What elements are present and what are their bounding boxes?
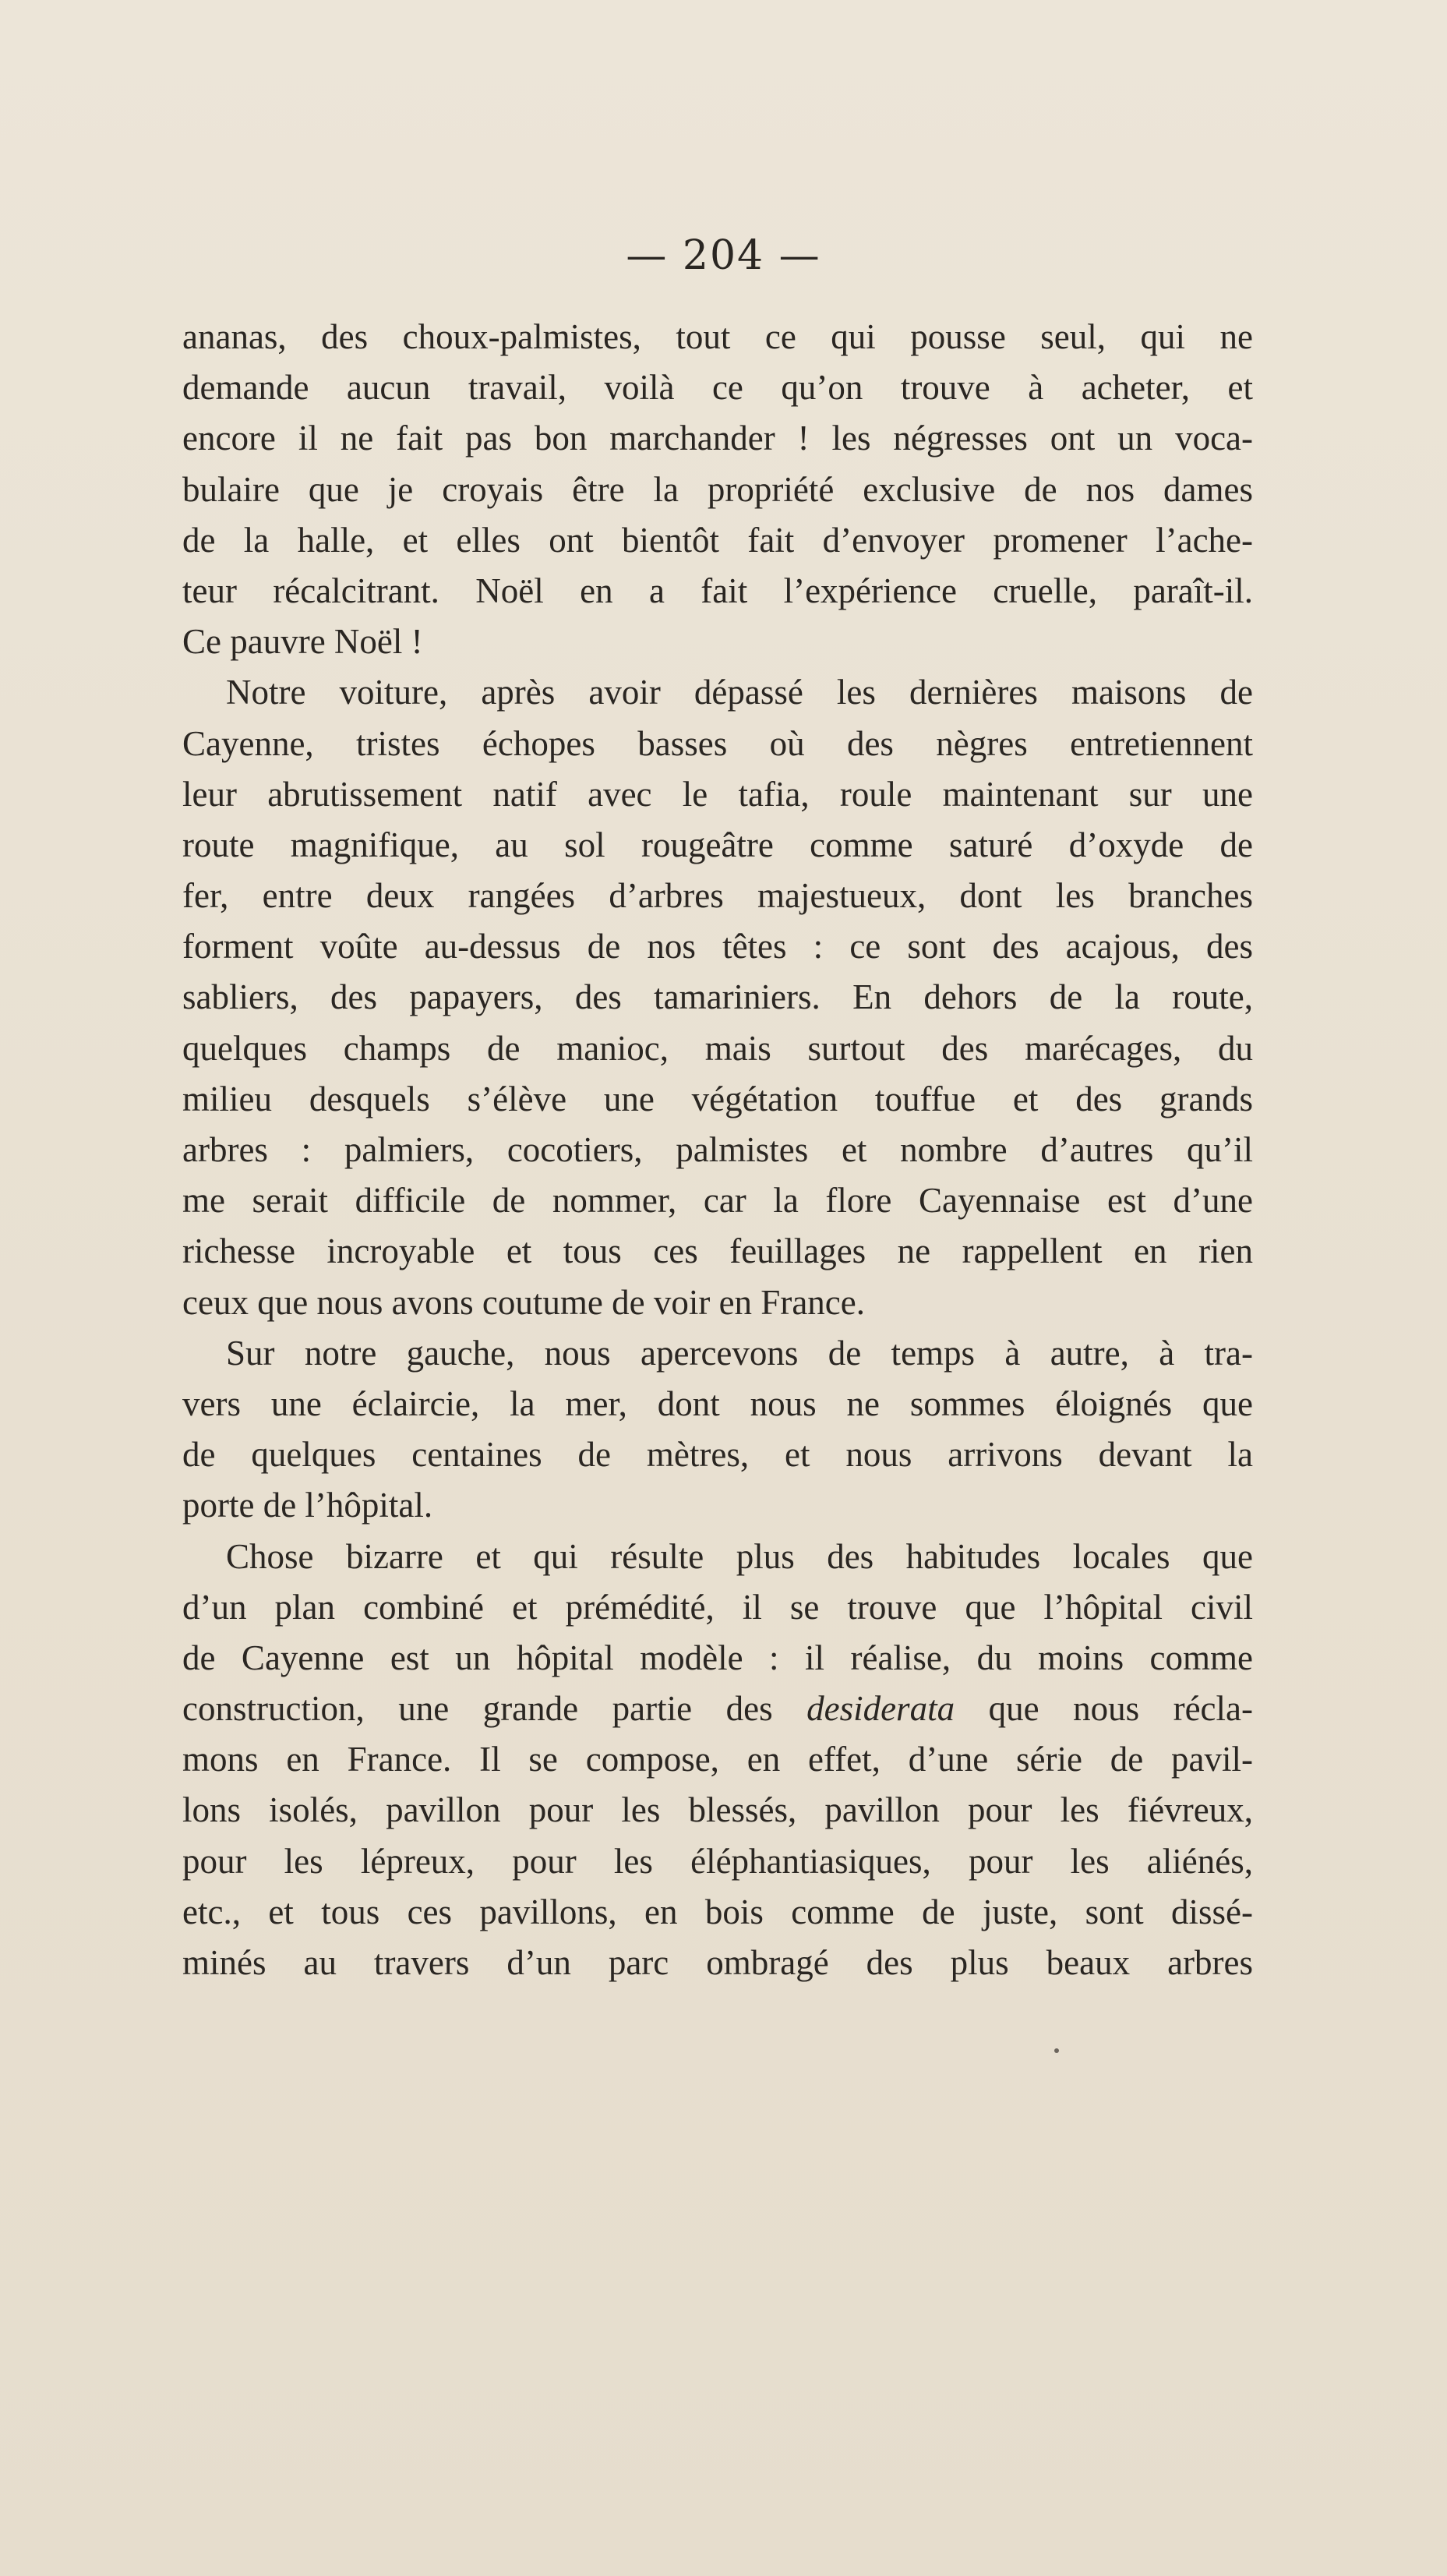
text-line: forment voûte au-dessus de nos têtes : ce sont des acajous, des xyxy=(182,927,1253,966)
text-line: richesse incroyable et tous ces feuillages ne rappellent en rien xyxy=(182,1231,1253,1271)
paper-speck xyxy=(1054,2048,1059,2053)
text-line: Sur notre gauche, nous apercevons de temps à autre, à tra- xyxy=(226,1333,1253,1373)
text-line: route magnifique, au sol rougeâtre comme saturé d’oxyde de xyxy=(182,825,1253,864)
text-line: me serait difficile de nommer, car la flore Cayennaise est d’une xyxy=(182,1181,1253,1221)
text-line: fer, entre deux rangées d’arbres majestueux, dont les branches xyxy=(182,876,1253,916)
text-line: de quelques centaines de mètres, et nous arrivons devant la xyxy=(182,1435,1253,1475)
text-line: ceux que nous avons coutume de voir en France. xyxy=(182,1282,865,1322)
italic-term: desiderata xyxy=(806,1689,955,1729)
text-line: porte de l’hôpital. xyxy=(182,1486,433,1525)
page-number: — 204 — xyxy=(626,232,821,279)
text-line: bulaire que je croyais être la propriété exclusive de nos dames xyxy=(182,469,1253,509)
text-line: pour les lépreux, pour les éléphantiasiques, pour les aliénés, xyxy=(182,1841,1253,1881)
text-line: de la halle, et elles ont bientôt fait d’envoyer promener l’ache- xyxy=(182,520,1253,560)
text-line: milieu desquels s’élève une végétation touffue et des grands xyxy=(182,1079,1253,1118)
text-line: arbres : palmiers, cocotiers, palmistes et nombre d’autres qu’il xyxy=(182,1130,1253,1169)
text-line: Ce pauvre Noël ! xyxy=(182,622,423,662)
text-line: Cayenne, tristes échopes basses où des nègres entretiennent xyxy=(182,723,1253,763)
text-line: demande aucun travail, voilà ce qu’on trouve à acheter, et xyxy=(182,368,1253,408)
text-line: quelques champs de manioc, mais surtout des marécages, du xyxy=(182,1028,1253,1068)
text-line: Notre voiture, après avoir dépassé les dernières maisons de xyxy=(226,673,1253,712)
text-line: mons en France. Il se compose, en effet, d’une série de pavil- xyxy=(182,1740,1253,1779)
text-line: minés au travers d’un parc ombragé des plus beaux arbres xyxy=(182,1943,1253,1982)
body-text xyxy=(182,312,1253,1988)
text-line: leur abrutissement natif avec le tafia, roule maintenant sur une xyxy=(182,774,1253,814)
text-line: ananas, des choux-palmistes, tout ce qui pousse seul, qui ne xyxy=(182,317,1253,356)
text-line: vers une éclaircie, la mer, dont nous ne sommes éloignés que xyxy=(182,1383,1253,1423)
text-line: de Cayenne est un hôpital modèle : il réalise, du moins comme xyxy=(182,1638,1253,1677)
text-line: encore il ne fait pas bon marchander ! les négresses ont un voca- xyxy=(182,419,1253,458)
text-line: Chose bizarre et qui résulte plus des habitudes locales que xyxy=(226,1536,1253,1576)
text-line: sabliers, des papayers, des tamariniers. En dehors de la route, xyxy=(182,977,1253,1017)
text-line: teur récalcitrant. Noël en a fait l’expérience cruelle, paraît-il. xyxy=(182,571,1253,610)
text-line: d’un plan combiné et prémédité, il se trouve que l’hôpital civil xyxy=(182,1587,1253,1627)
text-line: etc., et tous ces pavillons, en bois comme de juste, sont dissé- xyxy=(182,1892,1253,1931)
text-line: lons isolés, pavillon pour les blessés, pavillon pour les fiévreux, xyxy=(182,1790,1253,1830)
text-line: construction, une grande partie des desiderata que nous récla- xyxy=(182,1689,1253,1729)
